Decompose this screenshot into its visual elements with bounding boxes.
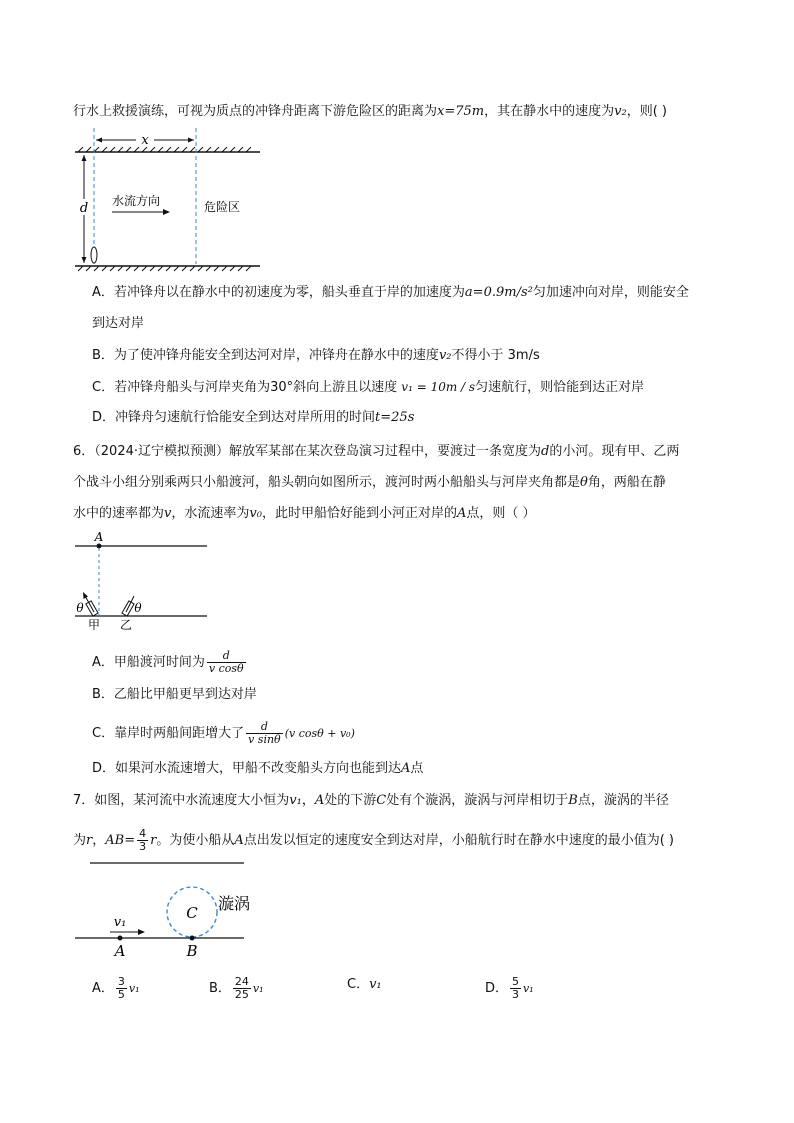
q6-option-c[interactable]: C．靠岸时两船间距增大了 $\frac{d}{\text{v sinθ}}$ (v cosθ + v₀)	[92, 720, 355, 746]
q7-vortex-figure	[70, 858, 255, 963]
q5-option-d[interactable]: D．冲锋舟匀速航行恰能安全到达对岸所用的时间t=25s	[92, 410, 415, 425]
q6-option-b[interactable]: B．乙船比甲船更早到达对岸	[92, 687, 257, 702]
q5-option-c[interactable]: C．若冲锋舟船头与河岸夹角为30°斜向上游且以速度 v₁ = 10m / s匀速航行，则恰能到达正对岸	[92, 380, 645, 395]
q7-v-label: v₁	[113, 915, 127, 930]
q6-stem-line2: 个战斗小组分别乘两只小船渡河，船头朝向如图所示，渡河时两小船船头与河岸夹角都是θ角，两船在静	[73, 475, 666, 490]
q6-stem-line1: 6．（2024·辽宁模拟预测）解放军某部在某次登岛演习过程中，要渡过一条宽度为d的小河。现有甲、乙两	[73, 444, 680, 459]
q7-point-b	[190, 936, 195, 941]
q6-boat-jia-icon	[83, 592, 98, 616]
q5-option-a[interactable]: A．若冲锋舟以在静水中的初速度为零，船头垂直于岸的加速度为a=0.9m/s²匀加速冲向对岸，则能安全	[92, 285, 689, 300]
q6-theta-left: θ	[76, 601, 84, 615]
q5-x-label: x	[141, 133, 149, 148]
q5-river-figure	[70, 128, 270, 273]
q6-boat-jia-label: 甲	[87, 618, 101, 632]
q7-vortex-label: 漩涡	[218, 894, 251, 913]
q7-a-label: A	[114, 942, 126, 960]
q5-flow-label: 水流方向	[112, 194, 161, 208]
q5-option-a-cont: 到达对岸	[92, 316, 145, 331]
q7-stem-line1: 7．如图，某河流中水流速度大小恒为v₁，A处的下游C处有个漩涡，漩涡与河岸相切于B点，漩涡的半径	[73, 793, 669, 808]
q5-danger-label: 危险区	[204, 200, 241, 214]
q5-boat-icon	[91, 247, 97, 263]
q6-option-a[interactable]: A．甲船渡河时间为 $\frac{d}{\text{v cosθ}}$	[92, 649, 244, 675]
q5-d-label: d	[79, 201, 89, 216]
q6-boat-yi-icon	[122, 596, 134, 616]
q6-theta-right: θ	[134, 601, 142, 615]
q7-stem-line2: 为r，AB= $\frac{4}{3}$ r。为使小船从A点出发以恒定的速度安全到达对岸，小船航行时在静水中速度的最小值为( )	[73, 827, 674, 853]
q5-stem: 行水上救援演练，可视为质点的冲锋舟距离下游危险区的距离为x=75m，其在静水中的速度为v₂，则( )	[73, 104, 667, 119]
q7-b-label: B	[186, 942, 198, 960]
q7-c-label: C	[186, 904, 198, 922]
q6-boats-figure	[70, 528, 215, 633]
q6-a-label: A	[94, 530, 104, 544]
q7-option-a[interactable]: A． $\frac{3}{5}$ v₁	[92, 975, 140, 1001]
q7-point-a	[118, 936, 123, 941]
q6-point-a	[97, 544, 102, 549]
q6-boat-yi-label: 乙	[119, 618, 133, 632]
q5-option-b[interactable]: B．为了使冲锋舟能安全到达河对岸，冲锋舟在静水中的速度v₂不得小于 3m/s	[92, 348, 540, 363]
q6-option-d[interactable]: D．如果河水流速增大，甲船不改变船头方向也能到达A点	[92, 761, 424, 776]
q7-option-b[interactable]: B． $\frac{24}{25}$ v₁	[209, 975, 264, 1001]
q7-option-d[interactable]: D． $\frac{5}{3}$ v₁	[485, 975, 534, 1001]
q6-stem-line3: 水中的速率都为v，水流速率为v₀，此时甲船恰好能到小河正对岸的A点，则（ ）	[73, 506, 536, 521]
q7-option-c[interactable]: C．v₁	[347, 977, 382, 992]
